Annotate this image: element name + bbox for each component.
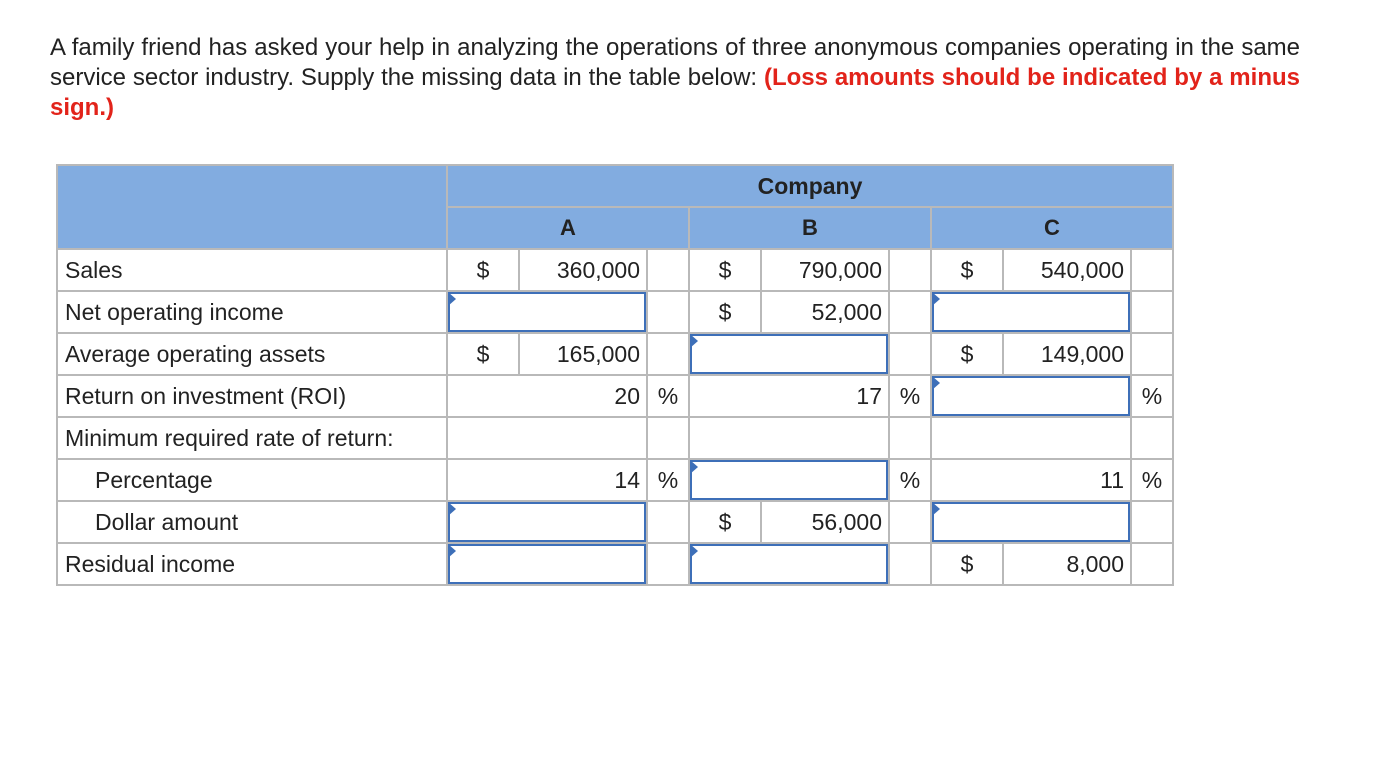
- row-sales: [57, 249, 1173, 291]
- b-min-unit: [889, 417, 931, 459]
- a-assets-dollar: $: [447, 333, 519, 375]
- input-flag-icon: [932, 502, 940, 516]
- a-assets-unit: [647, 333, 689, 375]
- input-flag-icon: [932, 292, 940, 306]
- b-residual-income-input[interactable]: [689, 543, 889, 585]
- label-net-operating-income: Net operating income: [57, 291, 447, 333]
- c-dollar-unit: [1131, 501, 1173, 543]
- a-min-blank: [447, 417, 647, 459]
- label-roi: Return on investment (ROI): [57, 375, 447, 417]
- b-residual-unit: [889, 543, 931, 585]
- b-dollar-unit: [889, 501, 931, 543]
- company-data-table: [56, 164, 1174, 586]
- b-dollar-value: 56,000: [761, 501, 889, 543]
- row-dollar-amount: [57, 501, 1173, 543]
- label-min-required: Minimum required rate of return:: [57, 417, 447, 459]
- label-average-operating-assets: Average operating assets: [57, 333, 447, 375]
- instructions-text: A family friend has asked your help in analyzing the operations of three anonymous companies operating in the same service sector industry. Supply the missing data in the table below:: [50, 34, 1300, 91]
- header-blank: [57, 165, 447, 249]
- c-assets-dollar: $: [931, 333, 1003, 375]
- c-residual-unit: [1131, 543, 1173, 585]
- c-min-blank: [931, 417, 1131, 459]
- row-residual-income: [57, 543, 1173, 585]
- loss-note: (Loss amounts should be indicated by a minus sign.): [50, 64, 1300, 121]
- row-percentage: [57, 459, 1173, 501]
- b-roi-value: 17: [689, 375, 889, 417]
- a-net-operating-income-input[interactable]: [447, 291, 647, 333]
- a-residual-income-input[interactable]: [447, 543, 647, 585]
- a-percentage-value: 14: [447, 459, 647, 501]
- b-percentage-input[interactable]: [689, 459, 889, 501]
- c-sales-dollar: $: [931, 249, 1003, 291]
- instructions: [50, 33, 1300, 123]
- label-sales: Sales: [57, 249, 447, 291]
- label-dollar-amount: Dollar amount: [57, 501, 447, 543]
- c-noi-unit: [1131, 291, 1173, 333]
- a-residual-unit: [647, 543, 689, 585]
- a-dollar-unit: [647, 501, 689, 543]
- c-residual-value: 8,000: [1003, 543, 1131, 585]
- c-dollar-amount-input[interactable]: [931, 501, 1131, 543]
- row-net-operating-income: [57, 291, 1173, 333]
- c-sales-unit: [1131, 249, 1173, 291]
- company-header: Company: [447, 165, 1173, 207]
- row-roi: [57, 375, 1173, 417]
- a-sales-unit: [647, 249, 689, 291]
- b-sales-unit: [889, 249, 931, 291]
- a-percentage-unit: %: [647, 459, 689, 501]
- a-dollar-amount-input[interactable]: [447, 501, 647, 543]
- a-noi-unit: [647, 291, 689, 333]
- label-residual-income: Residual income: [57, 543, 447, 585]
- company-b-header: B: [689, 207, 931, 249]
- label-percentage: Percentage: [57, 459, 447, 501]
- c-roi-unit: %: [1131, 375, 1173, 417]
- input-flag-icon: [448, 544, 456, 558]
- b-percentage-unit: %: [889, 459, 931, 501]
- b-dollar-dollar: $: [689, 501, 761, 543]
- c-percentage-unit: %: [1131, 459, 1173, 501]
- b-roi-unit: %: [889, 375, 931, 417]
- header-row-company: [57, 165, 1173, 207]
- b-noi-dollar: $: [689, 291, 761, 333]
- b-assets-unit: [889, 333, 931, 375]
- input-flag-icon: [448, 502, 456, 516]
- input-flag-icon: [932, 376, 940, 390]
- b-noi-unit: [889, 291, 931, 333]
- c-net-operating-income-input[interactable]: [931, 291, 1131, 333]
- input-flag-icon: [690, 544, 698, 558]
- b-sales-value: 790,000: [761, 249, 889, 291]
- input-flag-icon: [690, 334, 698, 348]
- a-min-unit: [647, 417, 689, 459]
- company-a-header: A: [447, 207, 689, 249]
- a-roi-value: 20: [447, 375, 647, 417]
- b-average-operating-assets-input[interactable]: [689, 333, 889, 375]
- input-flag-icon: [690, 460, 698, 474]
- a-roi-unit: %: [647, 375, 689, 417]
- b-sales-dollar: $: [689, 249, 761, 291]
- company-c-header: C: [931, 207, 1173, 249]
- b-min-blank: [689, 417, 889, 459]
- c-assets-value: 149,000: [1003, 333, 1131, 375]
- input-flag-icon: [448, 292, 456, 306]
- c-percentage-value: 11: [931, 459, 1131, 501]
- c-roi-input[interactable]: [931, 375, 1131, 417]
- row-average-operating-assets: [57, 333, 1173, 375]
- c-residual-dollar: $: [931, 543, 1003, 585]
- b-noi-value: 52,000: [761, 291, 889, 333]
- row-min-required: [57, 417, 1173, 459]
- a-assets-value: 165,000: [519, 333, 647, 375]
- c-sales-value: 540,000: [1003, 249, 1131, 291]
- c-min-unit: [1131, 417, 1173, 459]
- a-sales-dollar: $: [447, 249, 519, 291]
- c-assets-unit: [1131, 333, 1173, 375]
- a-sales-value: 360,000: [519, 249, 647, 291]
